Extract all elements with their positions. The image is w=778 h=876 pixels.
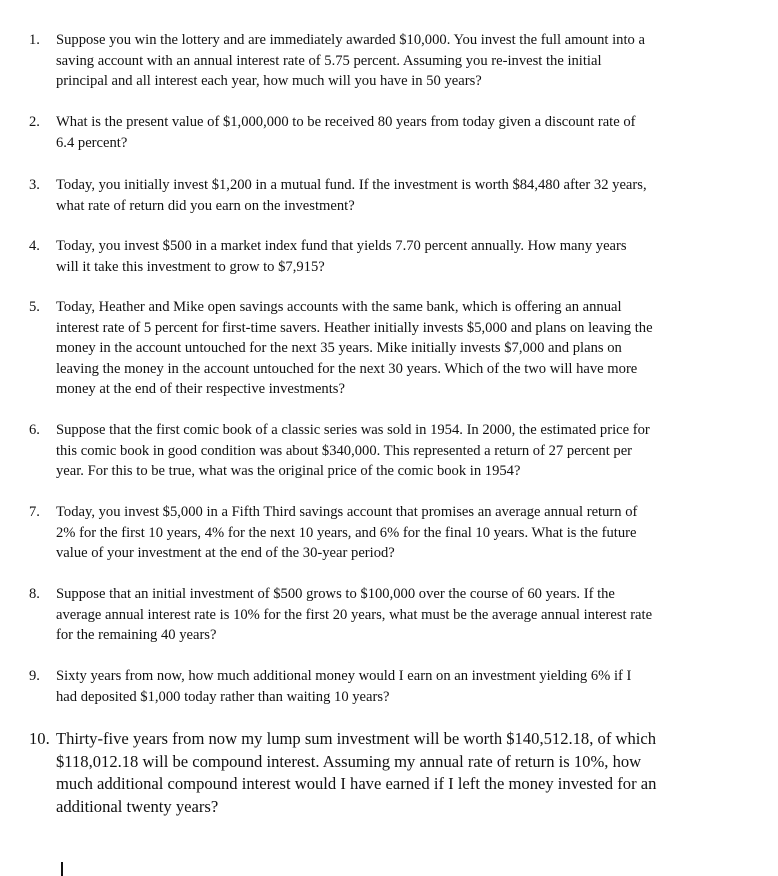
question-number: 9. bbox=[29, 668, 40, 684]
question-text: Thirty-five years from now my lump sum investment will be worth $140,512.18, of which $118,012.18 will be compound interest. Assuming my annual rate of return is 10%, how much additional compound interest would I have earned if I left the money invested for an additional twenty years? bbox=[56, 729, 657, 816]
question-number: 7. bbox=[29, 504, 40, 520]
text-cursor bbox=[61, 862, 63, 876]
question-text: Suppose that the first comic book of a classic series was sold in 1954. In 2000, the estimated price for this comic book in good condition was about $340,000. This represented a return of 27 percent per year. For this to be true, what was the original price of the comic book in 1954? bbox=[56, 422, 650, 479]
question-number: 2. bbox=[29, 114, 40, 130]
question-number: 3. bbox=[29, 177, 40, 193]
question-text: Today, you invest $500 in a market index fund that yields 7.70 percent annually. How many years will it take this investment to grow to $7,915? bbox=[56, 238, 627, 275]
question-number: 10. bbox=[29, 729, 50, 748]
question-number: 6. bbox=[29, 422, 40, 438]
question-number: 5. bbox=[29, 299, 40, 315]
question-text: Suppose that an initial investment of $500 grows to $100,000 over the course of 60 years. If the average annual interest rate is 10% for the first 20 years, what must be the average annual interest rate for the remaining 40 years? bbox=[56, 586, 653, 643]
question-text: Today, you invest $5,000 in a Fifth Third savings account that promises an average annual return of 2% for the first 10 years, 4% for the next 10 years, and 6% for the final 10 years. What is the future value of your investment at the end of the 30-year period? bbox=[56, 504, 638, 561]
question-text: Today, you initially invest $1,200 in a mutual fund. If the investment is worth $84,480 after 32 years, what rate of return did you earn on the investment? bbox=[56, 177, 647, 214]
question-text: Suppose you win the lottery and are immediately awarded $10,000. You invest the full amount into a saving account with an annual interest rate of 5.75 percent. Assuming you re-invest the initial principal and all interest each year, how much will you have in 50 years? bbox=[56, 32, 645, 89]
question-number: 4. bbox=[29, 238, 40, 254]
question-number: 1. bbox=[29, 32, 40, 48]
question-number: 8. bbox=[29, 586, 40, 602]
question-text: Today, Heather and Mike open savings accounts with the same bank, which is offering an annual interest rate of 5 percent for first-time savers. Heather initially invests $5,000 and plans on leaving the money in the account untouched for the next 35 years. Mike initially invests $7,000 and plans on leaving the money in the account untouched for the next 30 years. Which of the two will have more money at the end of their respective investments? bbox=[56, 299, 653, 397]
question-text: What is the present value of $1,000,000 to be received 80 years from today given a discount rate of 6.4 percent? bbox=[56, 114, 636, 151]
question-text: Sixty years from now, how much additional money would I earn on an investment yielding 6% if I had deposited $1,000 today rather than waiting 10 years? bbox=[56, 668, 632, 705]
